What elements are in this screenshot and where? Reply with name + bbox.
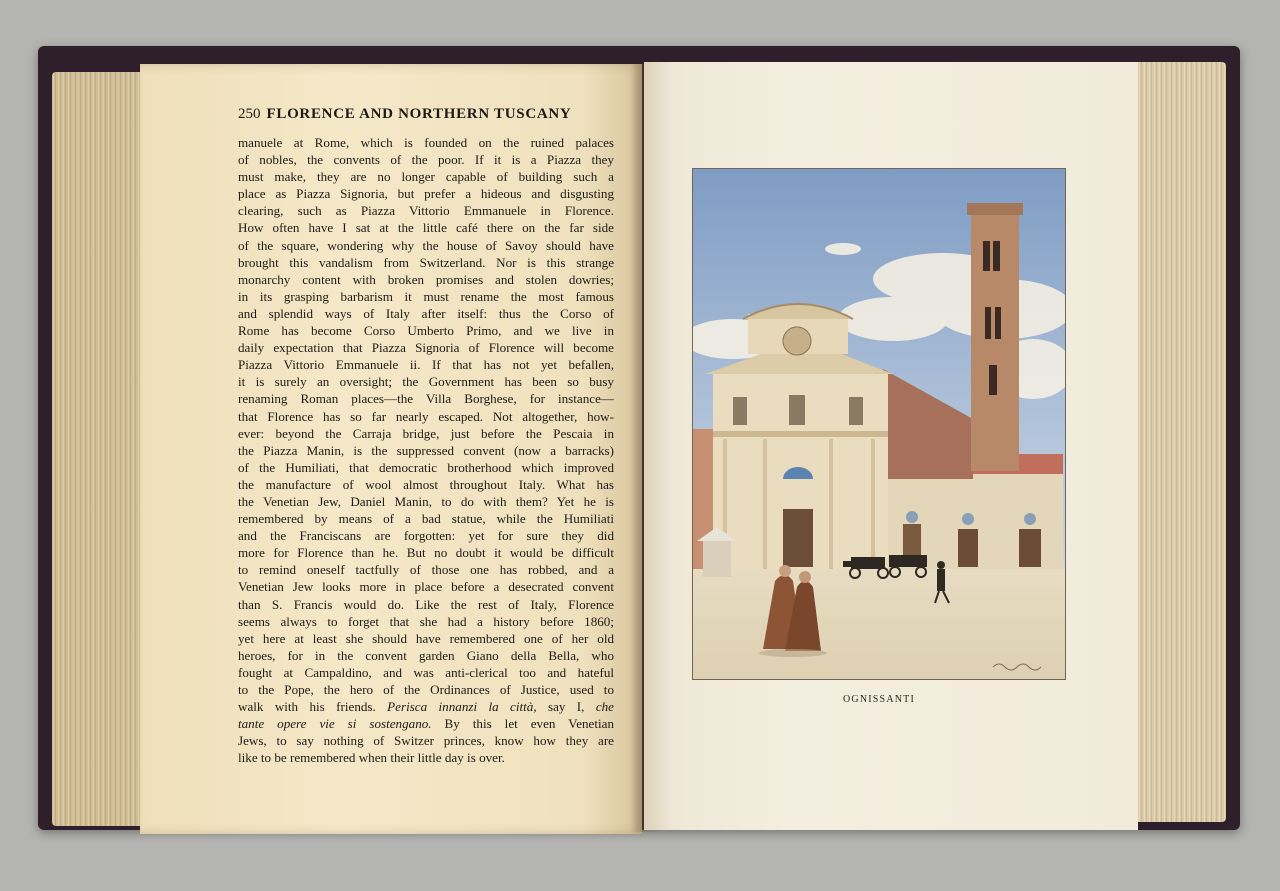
text-line: ever: beyond the Carraja bridge, just before the Pescaia in [238,425,614,441]
text-line: of the square, wondering why the house of Savoy should have [238,237,614,253]
text-line: of the Humiliati, that democratic brotherhood which improved [238,459,614,475]
text-line: Venetian Jew looks more in place before a desecrated convent [238,579,614,595]
text-line: than S. Francis would do. Like the rest of Italy, Florence [238,596,614,612]
text-line: in its grasping barbarism it must rename the most famous [238,288,614,304]
right-page [644,62,1138,830]
text-line: to remind oneself tactfully of those one has robbed, and a [238,562,614,578]
text-line: Jews, to say nothing of Switzer princes, know how they are [238,733,614,749]
running-head [238,106,638,123]
text-line: Piazza Vittorio Emmanuele ii. If that has not yet befallen, [238,357,614,373]
text-line [238,715,614,732]
text-line: Rome has become Corso Umberto Primo, and we live in [238,323,614,339]
text-line: the Venetian Jew, Daniel Manin, to do with them? Yet he is [238,493,614,509]
page-number: 250 [238,106,261,122]
text-line: it is surely an oversight; the Government has been so busy [238,374,614,390]
text-line: clearing, such as Piazza Vittorio Emmanuele in Florence. [238,203,614,219]
page-edges-left [52,72,152,826]
piazza-ground [693,569,1066,680]
text-line: monarchy content with broken promises and stolen dowries; [238,271,614,287]
text-line: that Florence has so far nearly escaped. Not altogether, how- [238,408,614,424]
text-line: How often have I sat at the little café there on the far side [238,220,614,236]
left-page [140,64,642,834]
italic-quote: Perisca innanzi la città, [387,699,537,715]
page-edges-right [1128,62,1226,822]
text-line: like to be remembered when their little day is over. [238,750,505,766]
text-line: the manufacture of wool almost throughout Italy. What has [238,476,614,492]
body-text [238,134,614,766]
text-line: and the Franciscans are forgotten: yet for sure they did [238,528,614,544]
text-line: seems always to forget that she had a history before 1860; [238,613,614,629]
text-run: By this let even Venetian [431,716,614,732]
text-line: fought at Campaldino, and was anti-clerical too and hateful [238,664,614,680]
text-line: manuele at Rome, which is founded on the ruined palaces [238,135,614,150]
text-line: yet here at least she should have remembered one of her old [238,630,614,646]
text-line: of nobles, the convents of the poor. If it is a Piazza they [238,152,614,168]
text-line: the Piazza Manin, is the suppressed convent (now a barracks) [238,442,614,458]
color-plate-illustration [692,168,1066,680]
italic-quote: tante opere vie si sostengano. [238,716,432,732]
church-painting [693,169,1066,680]
text-line: place as Piazza Signoria, but prefer a hideous and disgusting [238,186,614,202]
text-line [238,698,614,715]
text-line: daily expectation that Piazza Signoria of Florence will become [238,340,614,356]
text-line: must make, they are no longer capable of building such a [238,169,614,185]
text-line: more for Florence than he. But no doubt it would be difficult [238,545,614,561]
bell-tower [967,203,1023,471]
text-run: walk with his friends. [238,699,388,715]
text-line: renaming Roman places—the Villa Borghese, for instance— [238,391,614,407]
running-title: FLORENCE AND NORTHERN TUSCANY [266,106,572,122]
italic-quote: che [595,699,614,715]
text-line: remembered by means of a bad statue, while the Humiliati [238,511,614,527]
text-line: brought this vandalism from Switzerland. Nor is this strange [238,254,614,270]
plate-caption: OGNISSANTI [843,694,915,705]
text-line: and splendid ways of Italy after itself: thus the Corso of [238,305,614,321]
text-line: to the Pope, the hero of the Ordinances of Justice, used to [238,682,614,697]
text-run: say I, [536,699,596,715]
text-line: heroes, for in the convent garden Giano della Bella, who [238,647,614,663]
